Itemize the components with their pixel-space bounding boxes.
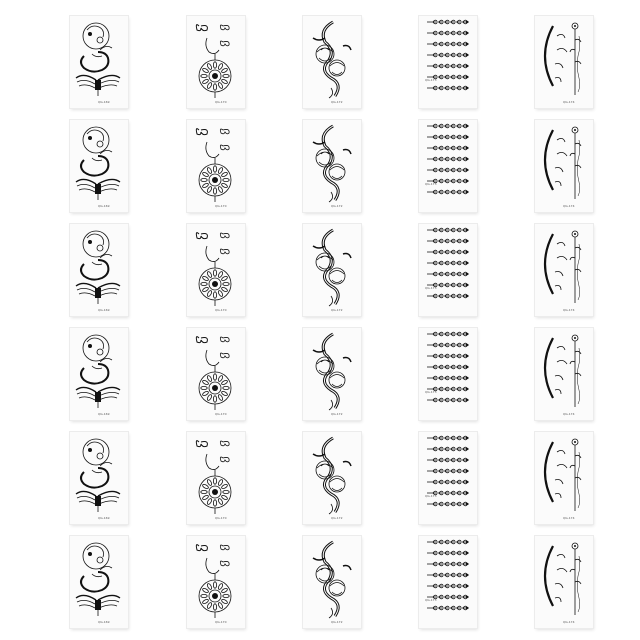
tattoo-sheet-butterflies-mandala [187,16,245,108]
design-code: QG-173 [425,182,437,186]
design-code: QG-170 [215,412,227,416]
tattoo-sheet-moon-flower-script [535,536,593,628]
tattoo-sheet-botanical-sprigs [419,120,477,212]
tattoo-sheet-moon-snake-wings [70,224,128,316]
design-code: QG-172 [331,620,343,624]
tattoo-sheet-moon-snake-wings [70,120,128,212]
tattoo-sheet-moon-flower-script [535,432,593,524]
tattoo-sheet-botanical-sprigs [419,16,477,108]
design-code: QG-172 [331,100,343,104]
design-code: QG-170 [215,308,227,312]
design-code: QG-174 [563,516,575,520]
tattoo-sheet-butterflies-mandala [187,536,245,628]
design-code: QG-172 [331,516,343,520]
design-code: QG-173 [425,78,437,82]
design-code: QG-174 [563,620,575,624]
tattoo-sheet-moon-snake-wings [70,536,128,628]
tattoo-sheet-snake-peony [303,120,361,212]
design-code: QG-173 [425,598,437,602]
design-code: QG-169 [98,412,110,416]
design-code: QG-169 [98,620,110,624]
tattoo-sheet-botanical-sprigs [419,224,477,316]
tattoo-sheet-botanical-sprigs [419,536,477,628]
design-code: QG-173 [425,286,437,290]
design-code: QG-172 [331,412,343,416]
tattoo-sheet-botanical-sprigs [419,328,477,420]
design-code: QG-170 [215,516,227,520]
design-code: QG-172 [331,204,343,208]
design-code: QG-169 [98,308,110,312]
tattoo-sheet-butterflies-mandala [187,120,245,212]
tattoo-sheet-moon-flower-script [535,328,593,420]
design-code: QG-169 [98,100,110,104]
tattoo-sheet-moon-snake-wings [70,328,128,420]
tattoo-sheet-butterflies-mandala [187,224,245,316]
tattoo-sheet-snake-peony [303,224,361,316]
design-code: QG-174 [563,412,575,416]
design-code: QG-172 [331,308,343,312]
design-code: QG-170 [215,204,227,208]
tattoo-sheet-snake-peony [303,328,361,420]
design-code: QG-169 [98,204,110,208]
design-code: QG-173 [425,390,437,394]
tattoo-sheet-botanical-sprigs [419,432,477,524]
tattoo-sheet-moon-snake-wings [70,16,128,108]
design-code: QG-174 [563,308,575,312]
tattoo-sheet-moon-flower-script [535,120,593,212]
tattoo-sheet-snake-peony [303,432,361,524]
design-code: QG-170 [215,620,227,624]
design-code: QG-173 [425,494,437,498]
tattoo-sheet-butterflies-mandala [187,328,245,420]
design-code: QG-174 [563,100,575,104]
tattoo-sheet-moon-snake-wings [70,432,128,524]
design-code: QG-174 [563,204,575,208]
design-code: QG-169 [98,516,110,520]
design-code: QG-170 [215,100,227,104]
tattoo-sheet-snake-peony [303,536,361,628]
tattoo-sheet-butterflies-mandala [187,432,245,524]
tattoo-sheet-moon-flower-script [535,16,593,108]
tattoo-sheet-moon-flower-script [535,224,593,316]
tattoo-sheet-snake-peony [303,16,361,108]
